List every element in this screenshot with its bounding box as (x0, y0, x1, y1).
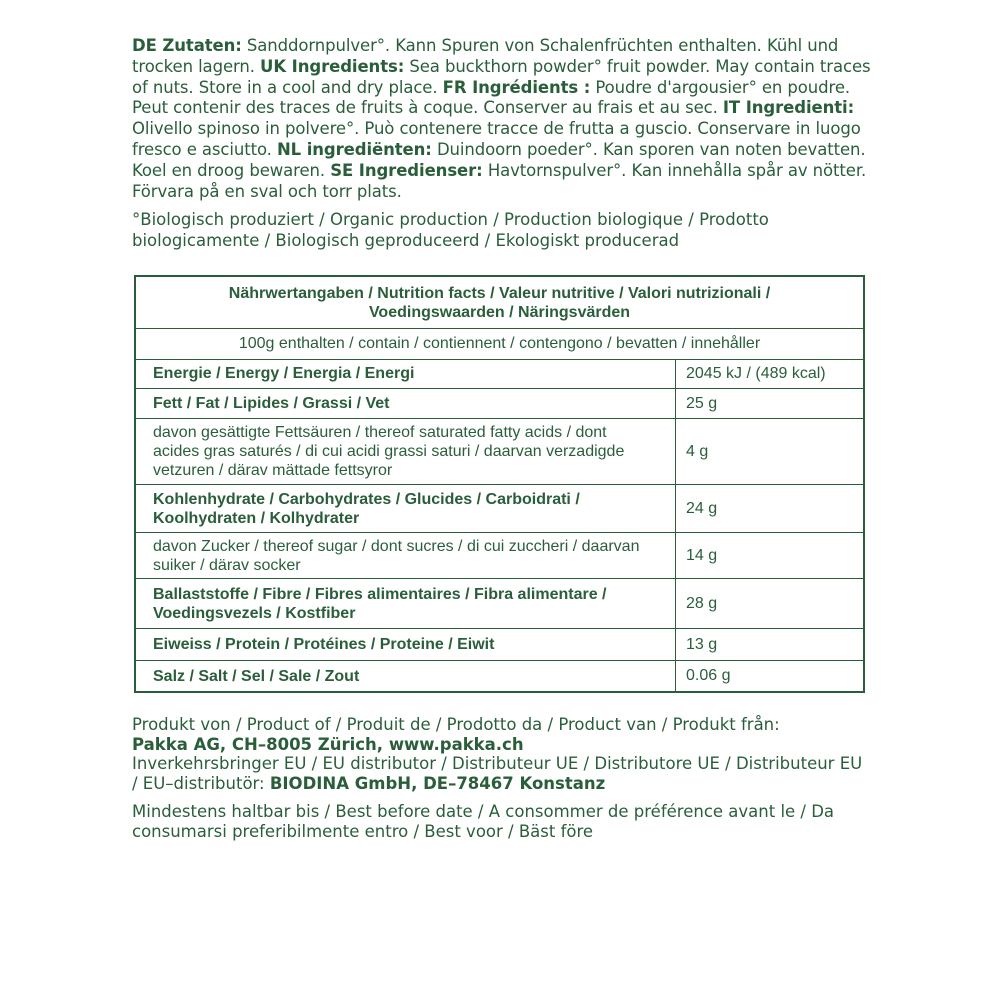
nutrition-row-carbohydrates (136, 485, 863, 533)
product-of-line: Produkt von / Product of / Produit de / Prodotto da / Product van / Produkt från: (132, 715, 780, 734)
ingredients-uk-label: UK Ingredients: (260, 56, 405, 76)
ingredients-it-label: IT Ingredienti: (722, 98, 855, 118)
producer-block (132, 715, 872, 793)
nutrition-label: Ballaststoffe / Fibre / Fibres alimentaires / Fibra alimentare / Voedingsvezels / Kostfiber (136, 579, 676, 628)
nutrition-label: davon Zucker / thereof sugar / dont sucres / di cui zuccheri / daarvan suiker / därav socker (136, 533, 676, 578)
nutrition-row-protein (136, 629, 863, 661)
nutrition-label: Fett / Fat / Lipides / Grassi / Vet (136, 389, 676, 418)
distributor-label: Inverkehrsbringer EU / EU distributor / Distributeur UE / Distributore UE / Distributeur EU / EU–distributör: (132, 754, 863, 793)
distributor-company: BIODINA GmbH, DE–78467 Konstanz (269, 773, 606, 793)
nutrition-table (134, 275, 865, 693)
nutrition-row-fat (136, 389, 863, 419)
ingredients-nl-text: Duindoorn poeder°. Kan sporen van noten bevatten. Koel en droog bewaren. (132, 139, 866, 180)
ingredients-fr-text: Poudre d'argousier° en poudre. Peut contenir des traces de fruits à coque. Conserver au frais et au sec. (132, 77, 851, 118)
ingredients-de-label: DE Zutaten: (132, 36, 242, 55)
nutrition-value: 24 g (686, 499, 718, 517)
ingredients-nl-label: NL ingrediënten: (276, 139, 432, 159)
nutrition-label: Salz / Salt / Sel / Sale / Zout (136, 661, 676, 691)
best-before-note: Mindestens haltbar bis / Best before date / A consommer de préférence avant le / Da consumarsi preferibilmente entro / Best voor / Bäst före (132, 802, 835, 841)
nutrition-label: Energie / Energy / Energia / Energi (136, 359, 676, 388)
ingredients-it-text: Olivello spinoso in polvere°. Può contenere tracce de frutta a guscio. Conservare in luogo fresco e asciutto. (132, 119, 861, 159)
ingredients-fr-label: FR Ingrédients : (442, 77, 591, 97)
nutrition-row-salt (136, 661, 863, 691)
ingredients-de-text: Sanddornpulver°. Kann Spuren von Schalenfrüchten enthalten. Kühl und trocken lagern. (132, 36, 839, 76)
nutrition-value: 4 g (686, 442, 709, 460)
nutrition-value: 13 g (686, 635, 718, 653)
producer-company: Pakka AG, CH–8005 Zürich, www.pakka.ch (132, 734, 524, 754)
nutrition-row-sugar (136, 533, 863, 579)
nutrition-value: 2045 kJ / (489 kcal) (686, 364, 826, 382)
ingredients-se-label: SE Ingredienser: (330, 160, 483, 180)
nutrition-row-energy (136, 359, 863, 389)
nutrition-row-fibre (136, 579, 863, 629)
nutrition-value: 25 g (686, 394, 718, 412)
nutrition-label: davon gesättigte Fettsäuren / thereof saturated fatty acids / dont acides gras saturés / di cui acidi grassi saturi / daarvan verzadigde vetzuren / därav mättade fettsyror (136, 419, 676, 484)
nutrition-title: Nährwertangaben / Nutrition facts / Valeur nutritive / Valori nutrizionali / Voedingswaarden / Näringsvärden (136, 277, 863, 329)
nutrition-row-saturated-fat (136, 419, 863, 485)
ingredients-se-text: Havtornspulver°. Kan innehålla spår av nötter. Förvara på en sval och torr plats. (132, 160, 867, 201)
nutrition-label: Eiweiss / Protein / Protéines / Proteine / Eiwit (136, 629, 676, 660)
organic-note: °Biologisch produziert / Organic production / Production biologique / Prodotto biologicamente / Biologisch geproduceerd / Ekologiskt producerad (132, 210, 769, 250)
nutrition-label: Kohlenhydrate / Carbohydrates / Glucides / Carboidrati / Koolhydraten / Kolhydrater (136, 485, 676, 532)
nutrition-value: 28 g (686, 594, 718, 612)
nutrition-value: 14 g (686, 546, 718, 564)
nutrition-basis: 100g enthalten / contain / contiennent / contengono / bevatten / innehåller (136, 329, 863, 360)
ingredients-uk-text: Sea buckthorn powder° fruit powder. May contain traces of nuts. Store in a cool and dry place. (132, 56, 871, 97)
nutrition-value: 0.06 g (686, 667, 731, 684)
ingredients-block (132, 36, 872, 202)
